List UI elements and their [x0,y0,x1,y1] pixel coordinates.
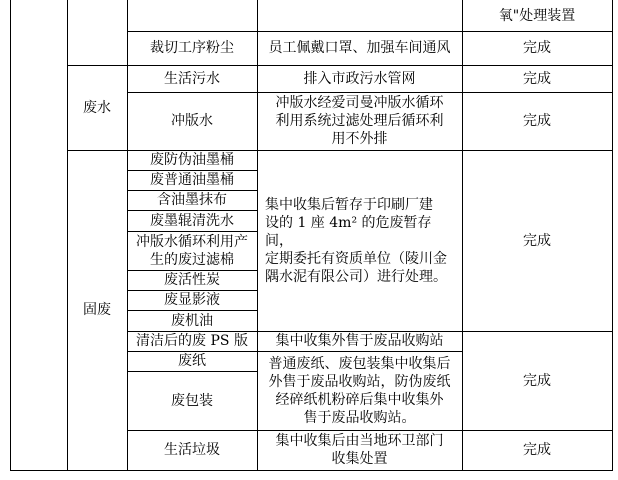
domestic-garbage-item: 生活垃圾 [164,442,220,458]
plate-wash-water-result: 完成 [523,113,551,129]
hazardous-item: 废活性炭 [164,272,220,288]
waste-paper-item: 废纸 [178,353,206,369]
domestic-sewage-measure: 排入市政污水管网 [303,70,416,87]
waste-packaging-item: 废包装 [171,392,213,409]
hazardous-waste-result: 完成 [523,232,551,249]
cutting-dust-result: 完成 [523,40,551,56]
wastewater-category: 废水 [83,99,111,116]
cutting-dust-measure: 员工佩戴口罩、加强车间通风 [268,40,451,56]
domestic-sewage-item: 生活污水 [164,70,220,87]
hazardous-waste-measure: 集中收集后暂存于印刷厂建 设的 1 座 4m² 的危废暂存间， 定期委托有资质单位（陵川金 隅水泥有限公司）进行处理。 [265,196,447,285]
ps-plate-item: 清洁后的废 PS 版 [136,333,248,349]
solid-waste-category: 固废 [83,302,111,318]
domestic-garbage-measure: 集中收集后由当地环卫部门 收集处置 [275,433,444,467]
hazardous-item: 废防伪油墨桶 [150,152,234,168]
table-border-right [612,0,613,471]
table-border-bottom [10,470,613,471]
hazardous-item: 废墨辊清洗水 [150,212,234,229]
table-border-left [10,0,11,471]
paper-packaging-measure: 普通废纸、废包装集中收集后 外售于废品收购站，防伪废纸 经碎纸机粉碎后集中收集外 售于废品收购站。 [268,355,451,426]
hazardous-item: 废机油 [171,312,213,329]
domestic-sewage-result: 完成 [523,70,551,87]
hazardous-item: 废显影液 [164,292,220,308]
domestic-garbage-result: 完成 [523,442,551,458]
hazardous-item: 冲版水循环利用产 生的废过滤棉 [136,233,248,268]
hazardous-item: 含油墨抹布 [157,192,227,208]
cutting-dust-item: 裁切工序粉尘 [150,40,234,56]
paper-packaging-result: 完成 [523,372,551,389]
ps-plate-measure: 集中收集外售于废品收购站 [275,333,444,349]
plate-wash-water-item: 冲版水 [171,113,213,129]
plate-wash-water-measure: 冲版水经爱司曼冲版水循环 利用系统过滤处理后循环利 用不外排 [275,95,444,147]
top-row-result: 氧"处理装置 [498,7,576,24]
hazardous-item: 废普通油墨桶 [150,172,234,188]
